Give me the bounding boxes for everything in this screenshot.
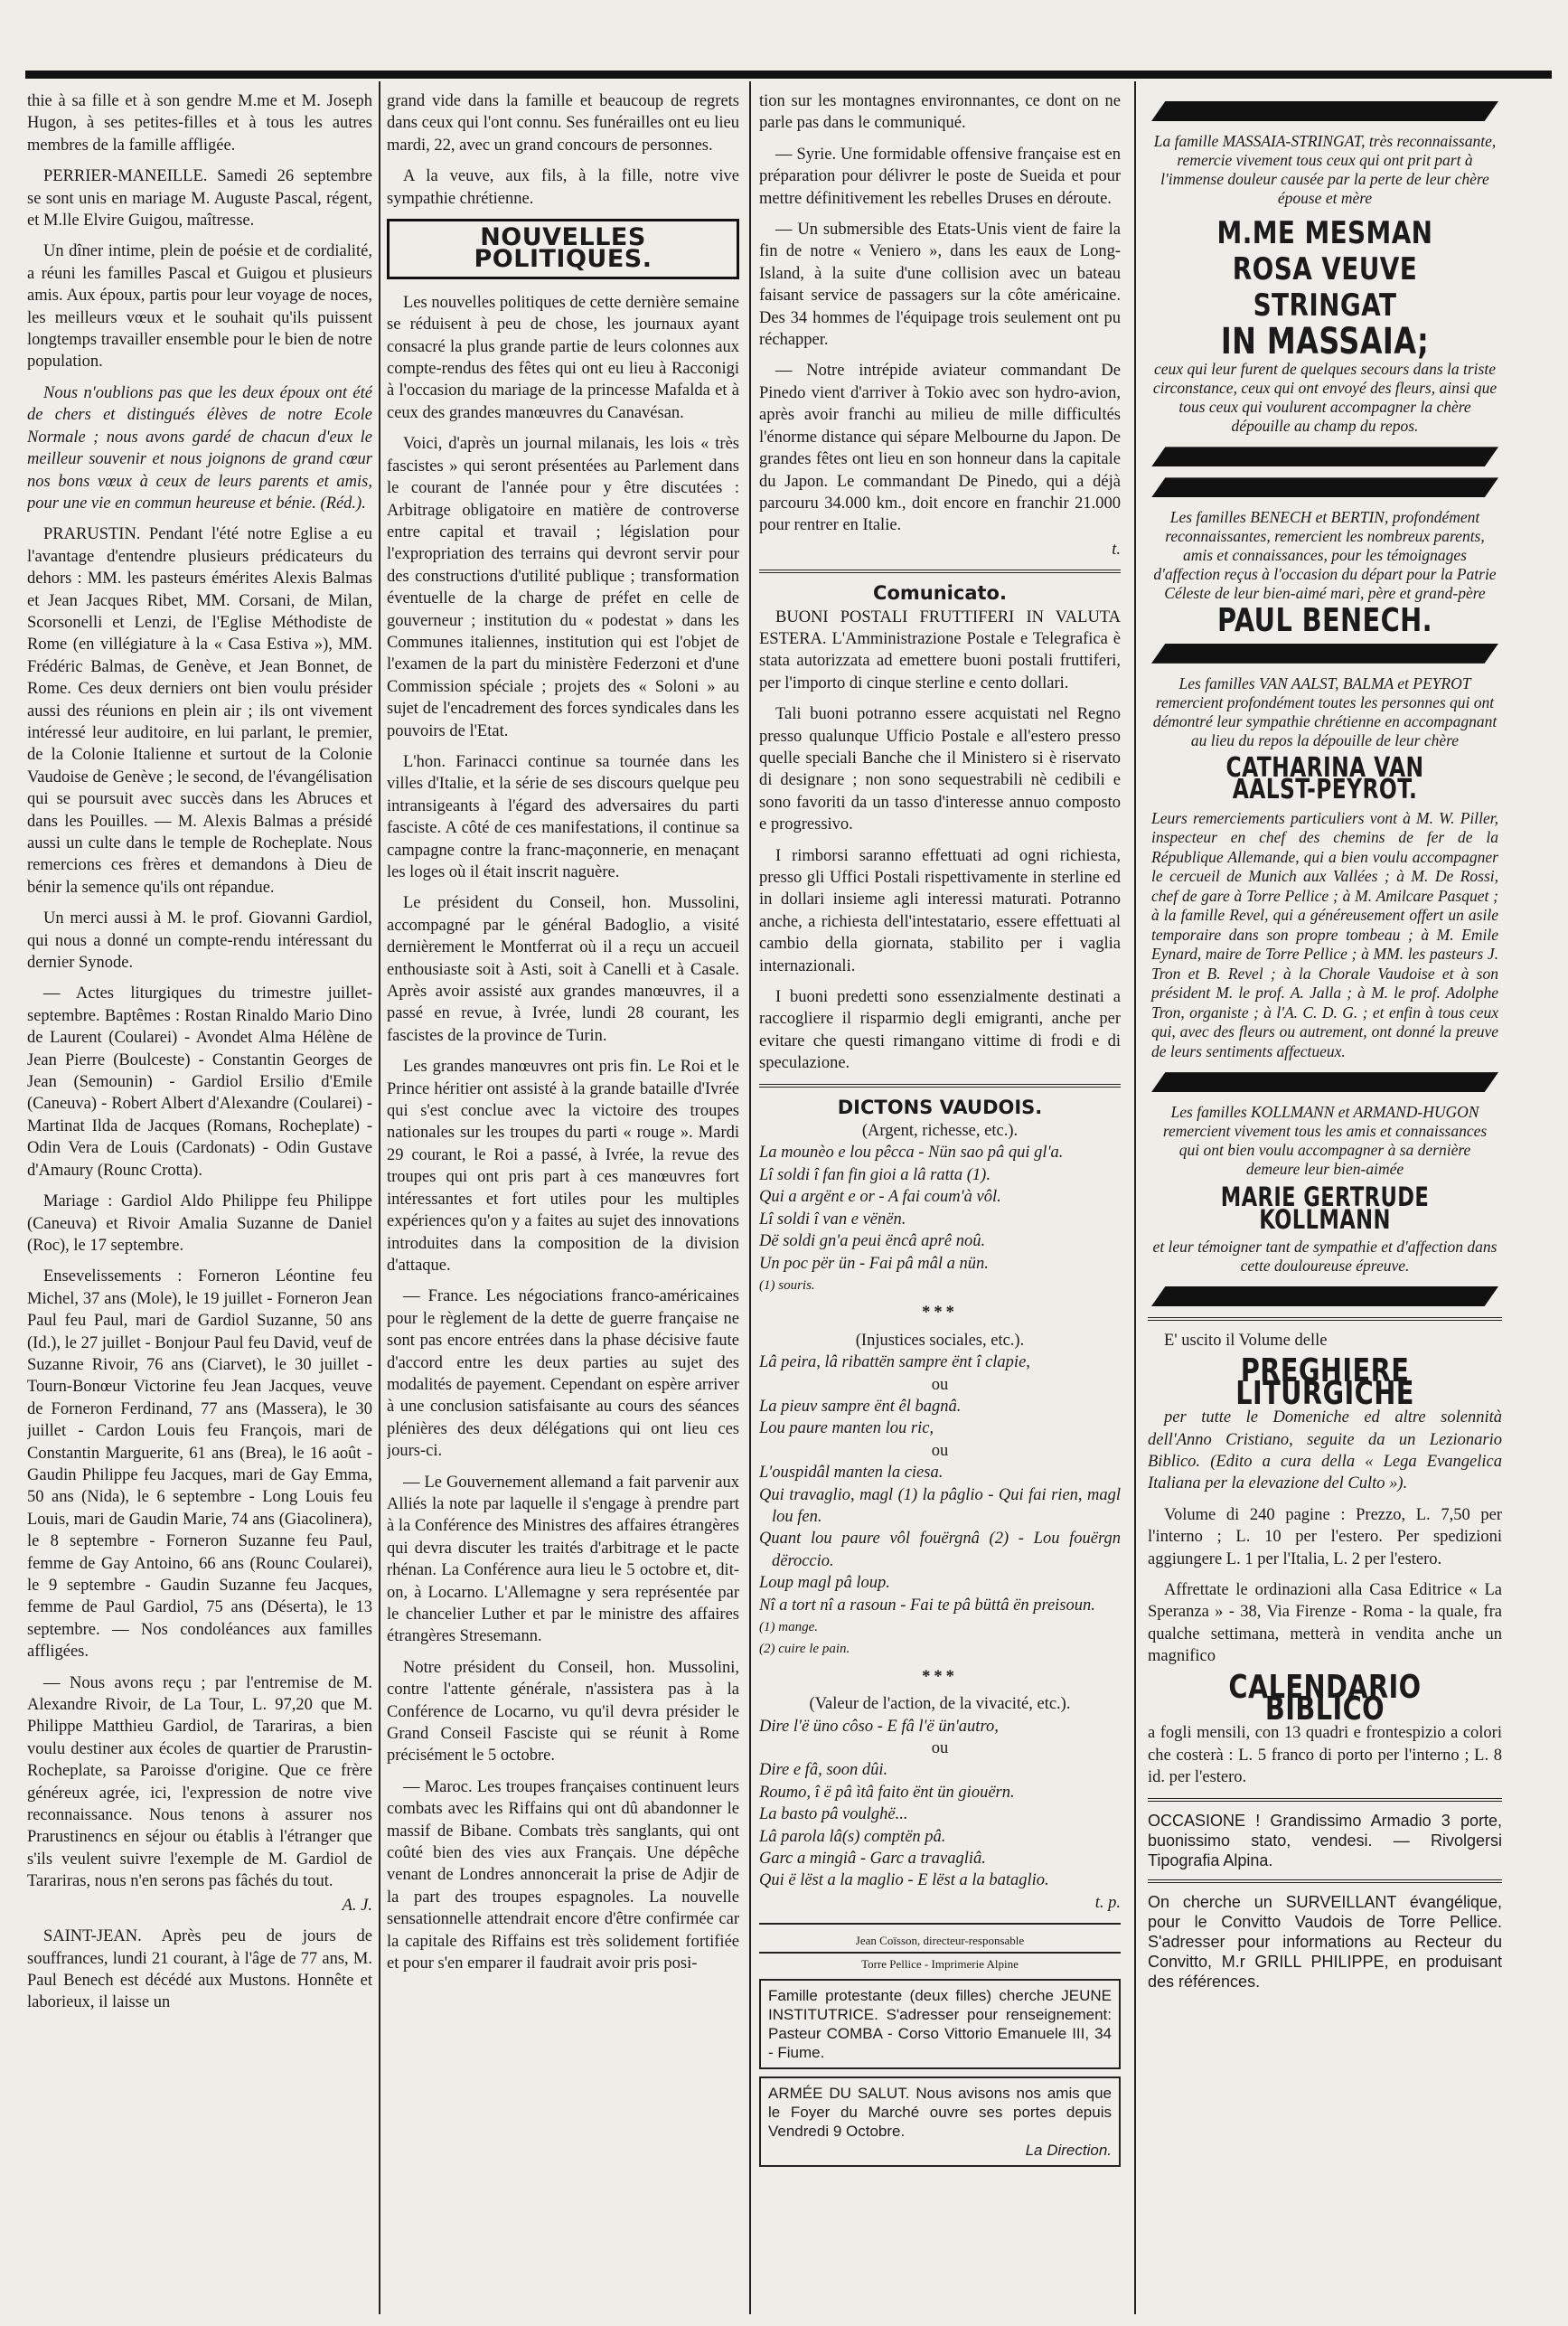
paragraph: E' uscito il Volume delle bbox=[1164, 1331, 1328, 1350]
proverb: Nî a tort nî a rasoun - Fai te pâ büttâ ën preisoun. bbox=[759, 1596, 1095, 1615]
thanks-detail bbox=[1148, 809, 1502, 1062]
decorative-band bbox=[1151, 1072, 1498, 1092]
decorative-band bbox=[1151, 1286, 1498, 1306]
deceased-name: M.ME MESMAN ROSA VEUVE STRINGAT bbox=[1216, 215, 1433, 324]
decorative-band bbox=[1151, 644, 1498, 664]
subheading: (Argent, richesse, etc.). bbox=[861, 1122, 1019, 1141]
proverb: Qui travaglio, magl (1) la pâglio - Qui fai rien, magl lou fen. bbox=[759, 1485, 1121, 1526]
paragraph: — Nous avons reçu ; par l'entremise de M. Alexandre Rivoir, de La Tour, L. 97,20 que M. Philippe Matthieu Gardiol, de Tarariras, a bien voulu destiner aux écoles de quartier de Prarustin-Rocheplate, sa Paroisse d'origine. Que ce frère généreux agrée, ici, l'expression de notre vive reconnaissance. Nous tenons à assurer nos Prarustinencs en séjour ou établis à l'étranger que s'ils veulent suivre l'exemple de M. Gardiol de Tarariras, nous n'en serons pas fâchés du tout. bbox=[27, 1673, 372, 1891]
classified-ad-armadio: OCCASIONE ! Grandissimo Armadio 3 porte, buonissimo stato, vendesi. — Rivolgersi Tipografia Alpina. bbox=[1148, 1811, 1502, 1869]
proverb: Dë soldi gn'a peui ëncâ aprê noû. bbox=[759, 1232, 986, 1251]
or-word: ou bbox=[931, 1441, 949, 1460]
ad-signature: La Direction. bbox=[1025, 2142, 1112, 2160]
footnote: (2) cuire le pain. bbox=[759, 1642, 850, 1657]
paragraph: Nous n'oublions pas que les deux époux ont été de chers et distingués élèves de notre Ecole Normale ; nous avons gardé de chacun d'eux le meilleur souvenir et nous joignons de grand cœur nos bons vœux à ceux de leurs parents et amis, pour une vie en commun heureuse et bénie. (Réd.). bbox=[27, 383, 372, 513]
column-divider bbox=[1134, 81, 1136, 2314]
paragraph: BUONI POSTALI FRUTTIFERI IN VALUTA ESTERA. L'Amministrazione Postale e Telegrafica è stata autorizzata ad emettere buoni postali fruttiferi, per l'importo di cinque sterline e cento dollari. bbox=[759, 607, 1121, 692]
proverb: Quant lou paure vôl fouërgnâ (2) - Lou fouërgn dëroccio. bbox=[759, 1530, 1121, 1570]
subheading: (Injustices sociales, etc.). bbox=[855, 1331, 1025, 1350]
proverb: La pieuv sampre ënt êl bagnâ. bbox=[759, 1397, 962, 1416]
top-rule bbox=[25, 71, 1552, 79]
signature: t. p. bbox=[1094, 1893, 1121, 1912]
deceased-name: IN MASSAIA; bbox=[1220, 321, 1430, 363]
notice-text: et leur témoigner tant de sympathie et d'affection dans cette douloureuse épreuve. bbox=[1152, 1237, 1498, 1275]
paragraph: Un merci aussi à M. le prof. Giovanni Gardiol, qui nous a donné un compte-rendu intéressant du dernier Synode. bbox=[27, 909, 372, 973]
classified-ad-surveillant: On cherche un SURVEILLANT évangélique, pour le Convitto Vaudois de Torre Pellice. S'adresser pour informations au Recteur du Convitto, M.r GRILL PHILIPPE, en produisant des références. bbox=[1148, 1892, 1502, 1991]
divider bbox=[759, 570, 1121, 573]
paragraph: Ensevelissements : Forneron Léontine feu Michel, 37 ans (Mole), le 19 juillet - Forneron Jean Paul feu Paul, mari de Gardiol Suzanne, 50 ans (Id.), le 27 juillet - Bonjour Paul feu David, veuf de Suzanne Rivoir, 76 ans (Ciarvet), le 30 juillet - Tourn-Bonœur Victorine feu Jean Jacques, veuve de Forneron Ferdinand, 77 ans (Massera), le 30 juillet - Cardon Louis feu François, mari de Constantin Marguerite, 61 ans (Brea), le 16 août - Gaudin Philippe feu Jacques, mari de Gay Emma, 50 ans (Nida), le 6 septembre - Long Louis feu Louis, mari de Gaudin Marie, 74 ans (Giacolinera), le 8 septembre - Forneron Suzanne feu Paul, femme de Gay Antoino, 66 ans (Rounc Coularei), le 9 septembre - Gaudin Suzanne feu Jacques, femme de Paul Gardiol, 75 ans (Déserta), le 13 septembre. — Nos condoléances aux familles affligées. bbox=[27, 1267, 372, 1662]
paragraph: Tali buoni potranno essere acquistati nel Regno presso qualunque Ufficio Postale e all'estero presso quelle speciali Banche che il Ministero si è riservato di designare ; non sono sequestrabili nè cedibili e sono favoriti da un tasso d'interesse annuo composto e progressivo. bbox=[759, 705, 1121, 834]
paragraph: I rimborsi saranno effettuati ad ogni richiesta, presso gli Uffici Postali rispettivamente in sterline ed in dollari insieme agli interessi maturati. Potranno anche, a richiesta dell'intestatario, essere effettuati al cambio della giornata, stabilito per i vaglia internazionali. bbox=[759, 846, 1121, 975]
paragraph: thie à sa fille et à son gendre M.me et M. Joseph Hugon, à ses petites-filles et à tous les autres membres de la famille affligée. bbox=[27, 92, 372, 155]
decorative-band bbox=[1151, 101, 1498, 121]
divider bbox=[1148, 1879, 1502, 1883]
paragraph: Notre président du Conseil, hon. Mussolini, contre l'attente générale, n'assistera pas à la Conférence de Locarno, vu qu'il devra présider le Grand Conseil Fasciste qui se réunit à Rome précisément le 5 octobre. bbox=[387, 1658, 739, 1766]
paragraph: tion sur les montagnes environnantes, ce dont on ne parle pas dans le communiqué. bbox=[759, 92, 1121, 133]
paragraph: — Maroc. Les troupes françaises continuent leurs combats avec les Riffains qui ont dû abandonner le massif de Bibane. Combats très sanglants, qui ont coûté bien des vies aux Français. Une dépêche venant de Londres annoncerait la prise de Adjir de la part des troupes espagnoles. La nouvelle sensationnelle attendrait encore d'être confirmée car la capitale des Riffains est très solidement fortifiée et pour s'en emparer il faudrait avoir pris posi- bbox=[387, 1777, 739, 1973]
divider bbox=[759, 1923, 1121, 1925]
news-item-perrier: PERRIER-MANEILLE. Samedi 26 septembre se sont unis en mariage M. Auguste Pascal, régent, et M.lle Elvire Guigou, maîtresse. bbox=[27, 167, 372, 231]
proverb: Qui ë lëst a la maglio - E lëst a la bataglio. bbox=[759, 1871, 1049, 1890]
proverb: Qui a argënt e or - A fai coum'à vôl. bbox=[759, 1188, 1001, 1207]
thanks-notice bbox=[1151, 508, 1498, 603]
paragraph: — France. Les négociations franco-américaines pour le règlement de la dette de guerre française ne sont pas encore entrées dans la phase décisive faute d'accord entre les deux parties au sujet des modalités de payement. Cependant on espère arriver à une conclusion satisfaisante au cours des séances plénières des deux délégations qui ont lieu ces jours-ci. bbox=[387, 1287, 739, 1461]
deceased-name: MARIE GERTRUDE KOLLMANN bbox=[1220, 1182, 1430, 1235]
paragraph: Le président du Conseil, hon. Mussolini, accompagné par le général Badoglio, a visité dernièrement le Montferrat où il a reçu un accueil enthousiaste soit à Asti, soit à Canelli et à Casale. Après avoir assisté aux grandes manœuvres, il a passé en revue, à Ivrée, lundi 28 courant, les fascistes de la province de Turin. bbox=[387, 894, 739, 1045]
paragraph: a fogli mensili, con 13 quadri e frontespizio a colori che costerà : L. 5 franco di porto per l'interno ; L. 8 id. per l'estero. bbox=[1148, 1724, 1502, 1787]
thanks-notice bbox=[1151, 132, 1498, 208]
column-4 bbox=[1148, 90, 1502, 2314]
paragraph: Volume di 240 pagine : Prezzo, L. 7,50 per l'interno ; L. 10 per l'estero. Per spedizioni aggiungere L. 1 per l'Italia, L. 2 per l'estero. bbox=[1148, 1505, 1502, 1568]
paragraph: — Le Gouvernement allemand a fait parvenir aux Alliés la note par laquelle il s'engage à prendre part à la Conférence des Ministres des affaires étrangères qui devra discuter les traités d'arbitrage et le pacte rhénan. La Conférence aura lieu le 5 octobre et, dit-on, à Locarno. L'Allemagne y sera représentée par le chancelier Luther et par le ministre des affaires étrangères Stresemann. bbox=[387, 1473, 739, 1646]
footnote: (1) souris. bbox=[759, 1277, 815, 1293]
paragraph: Les grandes manœuvres ont pris fin. Le Roi et le Prince héritier ont assisté à la grande bataille d'Ivrée qui s'est conclue avec la victoire des troupes nationales sur les troupes du parti « rouge ». Mardi 29 courant, le Roi a passé, à Ivrée, la revue des troupes qui ont pris part à ces manœuvres fort intéressantes et fort utiles pour les multiples expériences qu'on y a faites au sujet des innovations introduites dans la composition de la division d'attaque. bbox=[387, 1058, 739, 1275]
news-item-saint-jean: SAINT-JEAN. Après peu de jours de souffrances, lundi 21 courant, à l'âge de 77 ans, M. Paul Benech est décédé aux Mustons. Honnête et laborieux, il laisse un bbox=[27, 1927, 372, 2012]
paragraph: I buoni predetti sono essenzialmente destinati a raccogliere il risparmio degli emigranti, anche per evitare che questi rimangano vittime di frodi e di speculazione. bbox=[759, 988, 1121, 1073]
separator-stars: *** bbox=[922, 1667, 958, 1686]
column-2 bbox=[387, 90, 739, 2314]
paragraph: per tutte le Domeniche ed altre solennità dell'Anno Cristiano, seguite da un Lezionario Biblico. (Edito a cura della « Lega Evangelica Italiana per la elevazione del Culto »). bbox=[1148, 1408, 1502, 1493]
paragraph: Affrettate le ordinazioni alla Casa Editrice « La Speranza » - 38, Via Firenze - Roma - la quale, fra qualche settimana, metterà in vendita anche un magnifico bbox=[1148, 1581, 1502, 1666]
or-word: ou bbox=[931, 1739, 949, 1758]
signature: t. bbox=[1112, 540, 1121, 559]
imprint-printer: Torre Pellice - Imprimerie Alpine bbox=[861, 1957, 1019, 1972]
thanks-notice bbox=[1151, 360, 1498, 436]
column-divider bbox=[749, 81, 751, 2314]
decorative-band bbox=[1151, 447, 1498, 466]
paragraph: — Un submersible des Etats-Unis vient de faire la fin de notre « Veniero », dans les eaux de Long-Island, à la suite d'une collision avec un bateau faisant service de passagers sur la côte américaine. Des 34 hommes de l'équipage trois seulement ont pu réchapper. bbox=[759, 221, 1121, 350]
proverb: Un poc për ün - Fai pâ mâl a nün. bbox=[759, 1254, 989, 1273]
notice-text: Les familles VAN AALST, BALMA et PEYROT remercient profondément toutes les personnes qui ont démontré leur sympathie chrétienne en accompagnant au lieu du repos la dépouille de leur chère bbox=[1152, 673, 1498, 749]
thanks-notice bbox=[1151, 1238, 1498, 1276]
paragraph: Les nouvelles politiques de cette dernière semaine se réduisent à peu de chose, les journaux ayant consacré la plus grande partie de leurs colonnes aux compte-rendus des fêtes qui ont eu lieu à Racconigi à l'occasion du mariage de la princesse Mafalda et à ceux des grandes manœuvres du Canavésan. bbox=[387, 293, 739, 422]
proverb: Dire e fâ, soon dûi. bbox=[759, 1761, 888, 1780]
proverb: La basto pâ voulghë... bbox=[759, 1805, 908, 1824]
proverb: Dire l'ë üno côso - E fâ l'ë ün'autro, bbox=[759, 1717, 999, 1736]
notice-text: La famille MASSAIA-STRINGAT, très reconnaissante, remercie vivement tous ceux qui ont prit part à l'immense douleur causée par la perte de leur chère épouse et mère bbox=[1153, 132, 1497, 207]
classified-ad-institutrice bbox=[759, 1979, 1121, 2069]
dictons-heading: DICTONS VAUDOIS. bbox=[837, 1096, 1043, 1118]
paragraph: A la veuve, aux fils, à la fille, notre vive sympathie chrétienne. bbox=[387, 167, 739, 208]
classified-ad-armee-du-salut bbox=[759, 2076, 1121, 2167]
divider bbox=[759, 1952, 1121, 1954]
notice-text: Les familles BENECH et BERTIN, profondément reconnaissantes, remercient les nombreux parents, amis et connaissances, pour les témoignages d'affection reçus à l'occasion du départ pour la Patrie Céleste de leur bien-aimé mari, père et grand-père bbox=[1153, 508, 1497, 603]
proverb: Lâ peira, lâ ribattën sampre ënt î clapie, bbox=[759, 1353, 1030, 1372]
thanks-notice bbox=[1151, 674, 1498, 750]
separator-stars: *** bbox=[922, 1304, 958, 1323]
calendar-title: CALENDARIO BIBLICO bbox=[1228, 1668, 1422, 1728]
paragraph: — Actes liturgiques du trimestre juillet-septembre. Baptêmes : Rostan Rinaldo Mario Dino de Laurent (Coularei) - Avondet Alma Hélène de Jean Pierre (Boulceste) - Constantin Georges de Jean (Semounin) - Gardiol Ersilio d'Emile (Caneuva) - Robert Albert d'Alexandre (Coularei) - Martinat Ilda de Jacques (Romans, Rocheplate) - Odin Vera de Louis (Cardonats) - Odin Gustave d'Amaury (Rounc Crotta). bbox=[27, 984, 372, 1180]
section-title: NOUVELLES POLITIQUES. bbox=[387, 219, 739, 279]
column-1 bbox=[27, 90, 372, 2314]
dictons-list bbox=[759, 1120, 1121, 1892]
signature: A. J. bbox=[342, 1896, 372, 1915]
divider bbox=[1148, 1317, 1502, 1321]
news-item-prarustin: PRARUSTIN. Pendant l'été notre Eglise a eu l'avantage d'entendre plusieurs prédicateurs du dehors : MM. les pasteurs émérites Alexis Balmas et Jean Jacques Ribet, MM. Corsani, de Milan, Scorsonelli et Lenzi, de l'Eglise Méthodiste de Rome (en villégiature à la « Casa Estiva »), MM. Frédéric Balmas, de Genève, et Jean Bonnet, de Rome. Ces deux derniers ont bien voulu présider aussi des réunions en plein air ; ils ont vivement intéressé leur auditoire, en lui parlant, le premier, de la Colonie Italienne et surtout de la Colonie Vaudoise de Genève ; le second, de l'évangélisation qui se poursuit avec succès dans les Abruces et dans les Pouilles. — M. Alexis Balmas a présidé aussi un culte dans le temple de Rocheplate. Nous remercions ces frères et demandons à Dieu de bénir la semence qu'ils ont répandue. bbox=[27, 525, 372, 897]
proverb: Lâ parola lâ(s) comptën pâ. bbox=[759, 1827, 946, 1846]
notice-text: Leurs remerciements particuliers vont à M. W. Piller, inspecteur en chef des chemins de fer de la République Allemande, qui a bien voulu accompagner le cercueil de Munich aux Vallées ; à M. De Rossi, chef de gare à Torre Pellice ; à M. Amilcare Pasquet ; à la famille Revel, qui a généreusement offert un asile temporaire dans son propre tombeau ; à M. Emile Eynard, maire de Torre Pellice ; à MM. les pasteurs J. Tron et B. Revel ; à la Chorale Vaudoise et à son président M. le prof. A. Jalla ; à M. le prof. Adolphe Tron, organiste ; à l'A. C. D. G. ; et enfin à tous ceux qui, avec des fleurs ou autrement, ont donné la preuve de leurs sentiments affectueux. bbox=[1151, 808, 1498, 1060]
comunicato-heading: Comunicato. bbox=[873, 582, 1007, 605]
proverb: La mounèo e lou pêcca - Nün sao pâ qui gl'a. bbox=[759, 1144, 1064, 1163]
paragraph: grand vide dans la famille et beaucoup de regrets dans ceux qui l'ont connu. Ses funérailles ont eu lieu mardi, 22, avec un grand concours de personnes. bbox=[387, 92, 739, 155]
column-3 bbox=[759, 90, 1121, 2314]
notice-text: Les familles KOLLMANN et ARMAND-HUGON remercient vivement tous les amis et connaissances qui ont bien voulu accompagner à sa dernière demeure leur bien-aimée bbox=[1162, 1103, 1488, 1179]
paragraph: Un dîner intime, plein de poésie et de cordialité, a réuni les familles Pascal et Guigou et plusieurs amis. Aux époux, partis pour leur voyage de noces, les meilleurs vœux et le souhait qu'ils puissent longtemps travailler ensemble pour le bien de notre population. bbox=[27, 242, 372, 372]
imprint-director: Jean Coïsson, directeur-responsable bbox=[855, 1934, 1025, 1948]
divider bbox=[1148, 1798, 1502, 1802]
deceased-name: CATHARINA VAN AALST-PEYROT. bbox=[1225, 751, 1424, 806]
book-title: PREGHIERE LITURGICHE bbox=[1235, 1352, 1414, 1412]
paragraph: Mariage : Gardiol Aldo Philippe feu Philippe (Caneuva) et Rivoir Amalia Suzanne de Daniel (Roc), le 17 septembre. bbox=[27, 1192, 372, 1255]
paragraph: L'hon. Farinacci continue sa tournée dans les villes d'Italie, et la série de ses discours quelque peu intransigeants à l'égard des adversaires du parti fasciste. A côté de ces manifestations, il continue sa campagne contre la franc-maçonnerie, en menaçant les loges où il était inscrit naguère. bbox=[387, 752, 739, 881]
divider bbox=[759, 1084, 1121, 1088]
proverb: L'ouspidâl manten la ciesa. bbox=[759, 1464, 944, 1483]
decorative-band bbox=[1151, 477, 1498, 497]
footnote: (1) mange. bbox=[759, 1620, 818, 1634]
proverb: Roumo, î ë pâ ìtâ faito ënt ün giouërn. bbox=[759, 1783, 1015, 1802]
proverb: Garc a mingiâ - Garc a travagliâ. bbox=[759, 1850, 986, 1869]
paragraph: Voici, d'après un journal milanais, les lois « très fascistes » qui seront présentées au Parlement dans le courant de l'année pour y être discutées : Arbitrage obligatoire en matière de controverse entre capital et travail ; législation pour l'expropriation des terrains qui devront servir pour des constructions d'utilité publique ; transformation éventuelle de la charge de préfet en celle de gouverneur ; institution du « podestat » dans les Communes italiennes, institution qui est l'objet de l'examen de la part du ministère Federzoni et d'une Commission spéciale ; projets des « Soloni » au sujet de l'encadrement des forces syndicales dans les pouvoirs de l'Etat. bbox=[387, 435, 739, 740]
proverb: Lî soldi î van e vënën. bbox=[759, 1210, 906, 1229]
thanks-notice bbox=[1151, 1103, 1498, 1179]
subheading: (Valeur de l'action, de la vivacité, etc.). bbox=[809, 1695, 1071, 1714]
ad-text: ARMÉE DU SALUT. Nous avisons nos amis que le Foyer du Marché ouvre ses portes depuis Vendredi 9 Octobre. bbox=[768, 2085, 1112, 2141]
or-word: ou bbox=[931, 1375, 949, 1394]
deceased-name: PAUL BENECH. bbox=[1216, 602, 1432, 640]
ad-text: Famille protestante (deux filles) cherche JEUNE INSTITUTRICE. S'adresser pour renseignement: Pasteur COMBA - Corso Vittorio Emanuele III, 34 - Fiume. bbox=[768, 1987, 1112, 2062]
proverb: Lou paure manten lou ric, bbox=[759, 1419, 934, 1438]
proverb: Lî soldi î fan fin gioi a lâ ratta (1). bbox=[759, 1165, 991, 1184]
paragraph: — Notre intrépide aviateur commandant De Pinedo vient d'arriver à Tokio avec son hydro-avion, après avoir franchi au milieu de mille difficultés l'énorme distance qui sépare Melbourne du Japon. De grandes fêtes ont lieu en son honneur dans la capitale du Japon. Le commandant De Pinedo, qui a déjà parcouru 34.000 km., doit encore en franchir 21.000 pour rentrer en Italie. bbox=[759, 362, 1121, 535]
paragraph: — Syrie. Une formidable offensive française est en préparation pour délivrer le poste de Sueida et pour mettre définitivement les rebelles Druses en déroute. bbox=[759, 145, 1121, 208]
notice-text: ceux qui leur furent de quelques secours dans la triste circonstance, ceux qui ont envoyé des fleurs, ainsi que tous ceux qui voulurent accompagner la chère dépouille au champ du repos. bbox=[1152, 360, 1498, 436]
column-divider bbox=[379, 81, 380, 2314]
proverb: Loup magl pâ loup. bbox=[759, 1574, 890, 1593]
